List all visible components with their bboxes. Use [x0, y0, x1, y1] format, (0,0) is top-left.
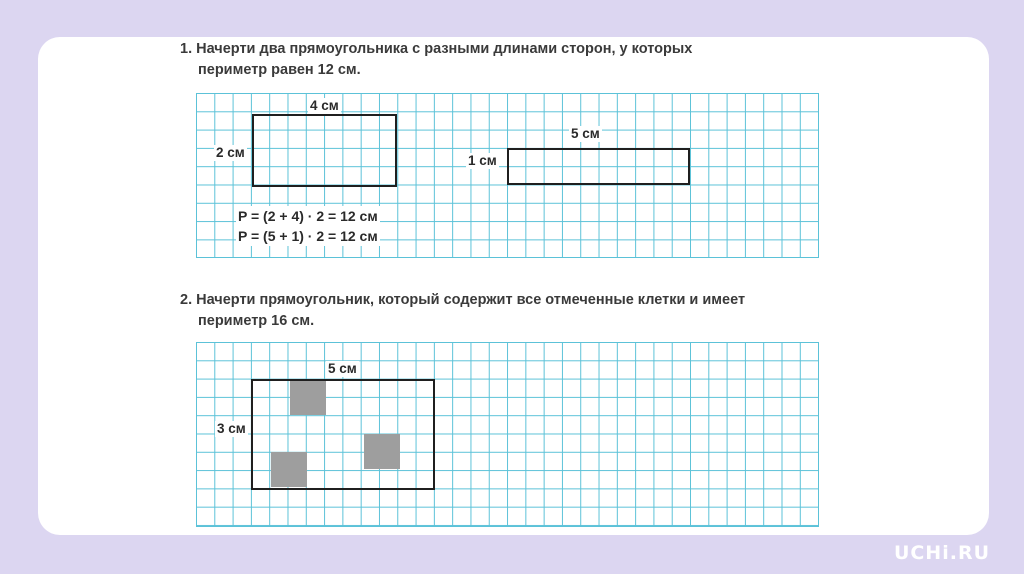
rect-a-height-label: 2 см	[216, 145, 245, 160]
task2-title	[180, 290, 745, 332]
formula-2: P = (5 + 1) · 2 = 12 см	[238, 228, 378, 244]
rect-b-height-label: 1 см	[468, 153, 497, 168]
task1-rect-a	[252, 114, 397, 187]
formula-1: P = (2 + 4) · 2 = 12 см	[238, 208, 378, 224]
task1-line1: 1. Начерти два прямоугольника с разными длинами сторон, у которых	[180, 41, 693, 57]
slide-card	[38, 37, 989, 535]
task2-line1: 2. Начерти прямоугольник, который содержит все отмеченные клетки и имеет	[180, 292, 746, 308]
task1-rect-b	[507, 148, 690, 185]
task1-line2: периметр равен 12 см.	[198, 62, 361, 78]
task2-rect	[251, 379, 435, 490]
task1-formulas	[236, 206, 380, 246]
uchi-logo: UCHi.RU	[893, 542, 990, 564]
task1-title	[180, 39, 692, 81]
rect-a-width-label: 4 см	[310, 98, 339, 113]
rect-b-width-label: 5 см	[571, 126, 600, 141]
task2-line2: периметр 16 см.	[198, 313, 315, 329]
task2-height-label: 3 см	[217, 421, 246, 436]
task2-width-label: 5 см	[328, 361, 357, 376]
